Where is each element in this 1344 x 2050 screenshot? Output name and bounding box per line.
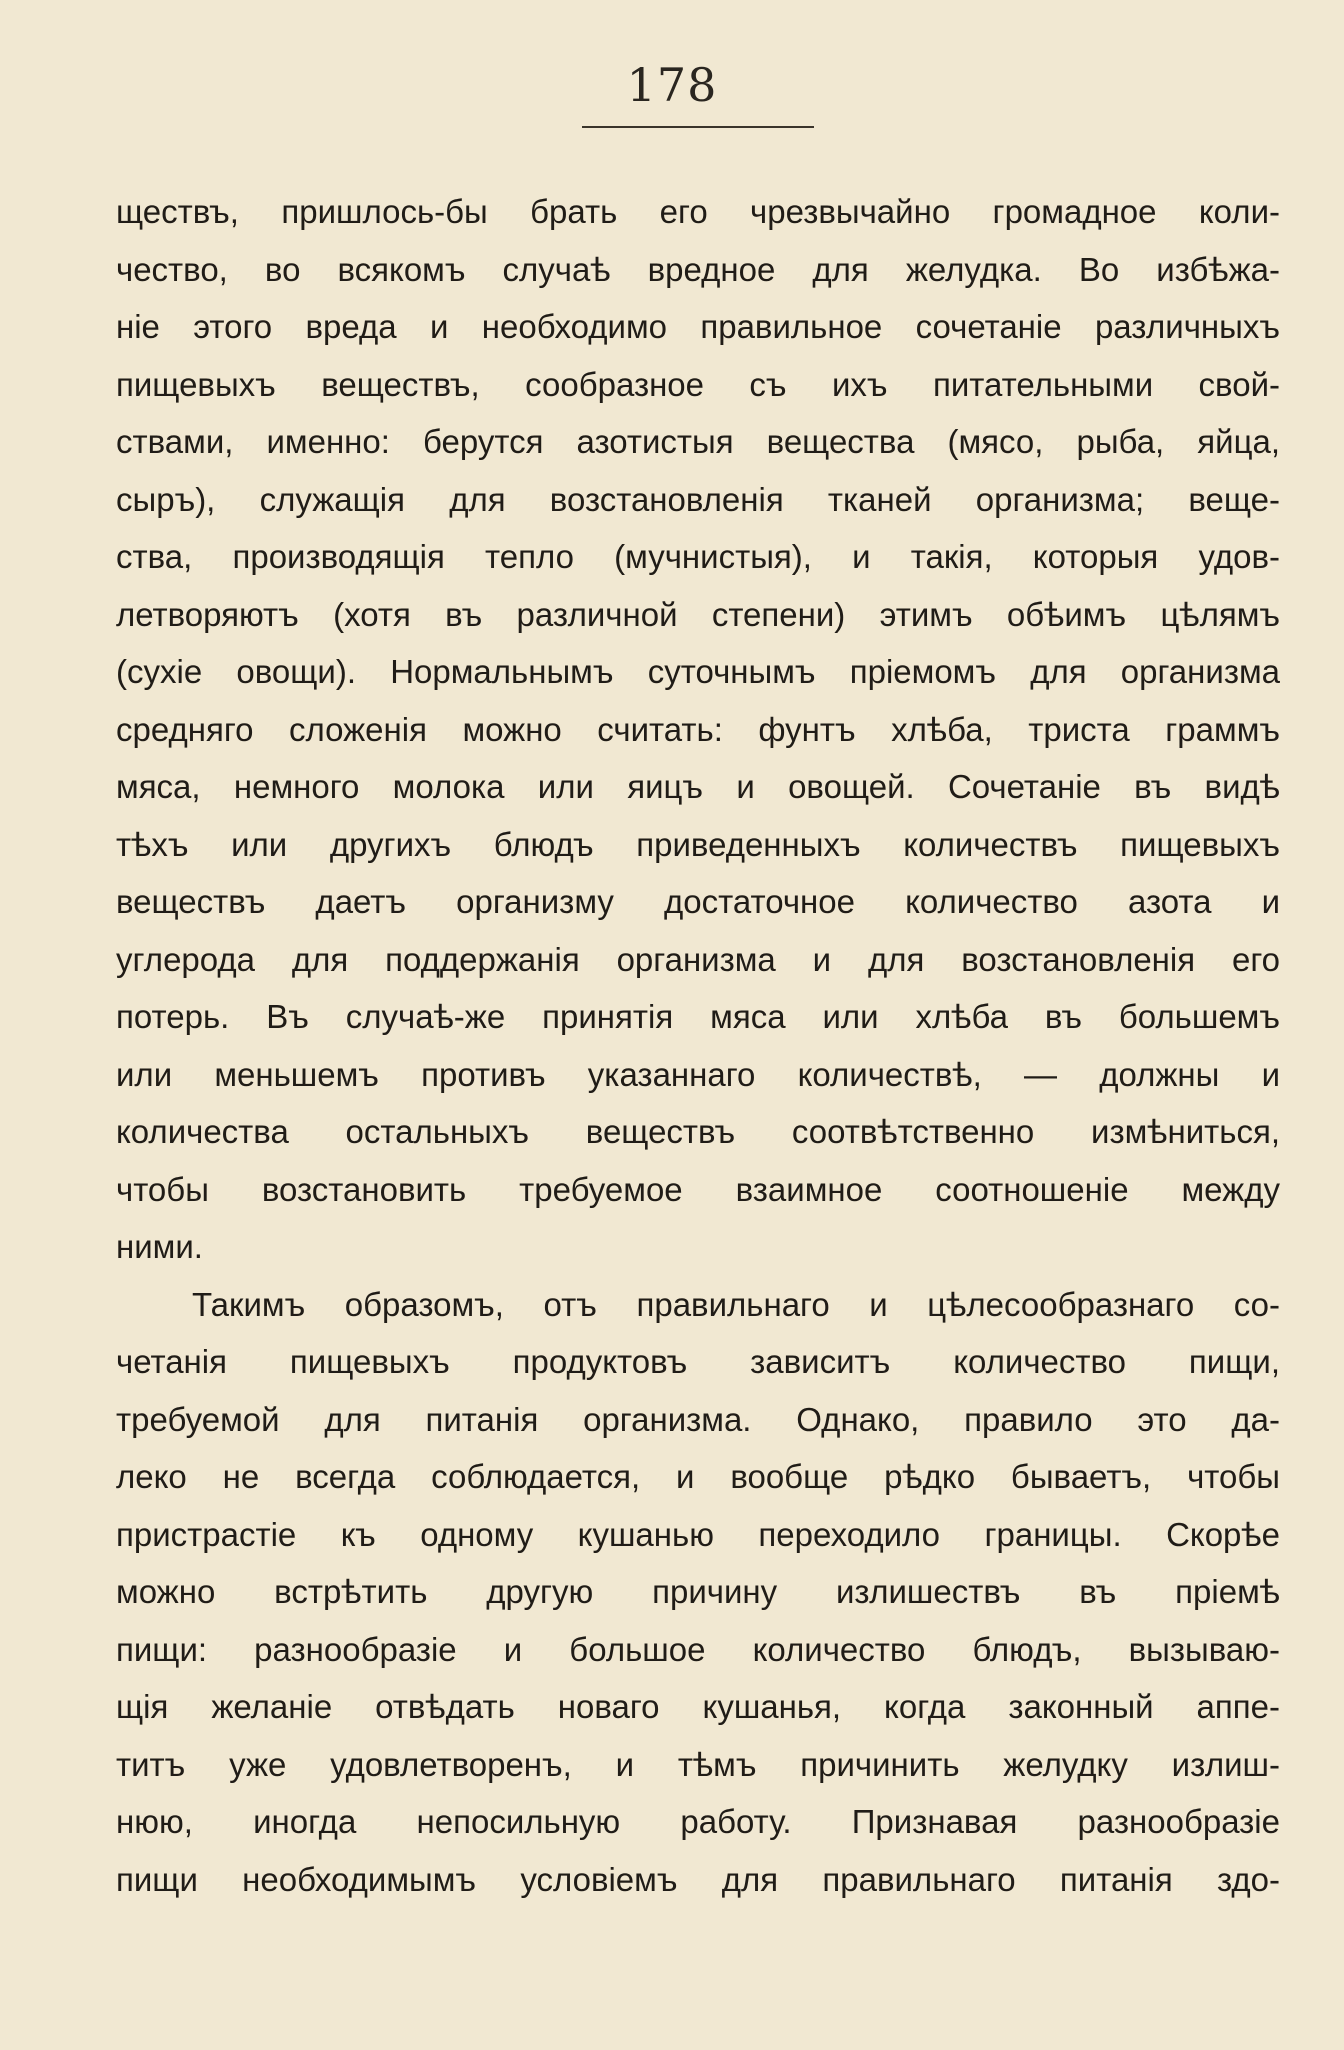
- text-line: Такимъ образомъ, отъ правильнаго и цѣлесообразнаго со-: [192, 1285, 1280, 1323]
- header-rule: [582, 126, 814, 128]
- text-line: нюю, иногда непосильную работу. Признавая разнообразiе: [116, 1803, 1280, 1840]
- text-line: пищи: разнообразiе и большое количество блюдъ, вызываю-: [116, 1630, 1280, 1668]
- text-line: можно встрѣтить другую причину излишествъ въ прiемѣ: [116, 1573, 1280, 1610]
- text-line: требуемой для питанiя организма. Однако, правило это да-: [116, 1400, 1280, 1438]
- text-line: летворяютъ (хотя въ различной степени) этимъ обѣимъ цѣлямъ: [116, 595, 1280, 633]
- text-line: мяса, немного молока или яицъ и овощей. Сочетанiе въ видѣ: [116, 768, 1280, 805]
- text-line: леко не всегда соблюдается, и вообще рѣдко бываетъ, чтобы: [116, 1458, 1280, 1495]
- text-line: количества остальныхъ веществъ соотвѣтственно измѣниться,: [116, 1113, 1280, 1150]
- text-line: чество, во всякомъ случаѣ вредное для желудка. Во избѣжа-: [116, 250, 1280, 288]
- text-line: (сухiе овощи). Нормальнымъ суточнымъ прiемомъ для организма: [116, 653, 1280, 690]
- text-line: тѣхъ или другихъ блюдъ приведенныхъ количествъ пищевыхъ: [116, 825, 1280, 863]
- page-number: 178: [626, 58, 718, 112]
- text-line: титъ уже удовлетворенъ, и тѣмъ причинить желудку излиш-: [116, 1745, 1280, 1783]
- text-line: ствами, именно: берутся азотистыя вещества (мясо, рыба, яйца,: [116, 423, 1280, 460]
- text-line: пищи необходимымъ условiемъ для правильнаго питанiя здо-: [116, 1860, 1280, 1898]
- text-line: щiя желанiе отвѣдать новаго кушанья, когда законный аппе-: [116, 1688, 1280, 1725]
- text-line: четанiя пищевыхъ продуктовъ зависитъ количество пищи,: [116, 1343, 1280, 1380]
- text-line: ними.: [116, 1228, 203, 1265]
- text-line: потерь. Въ случаѣ-же принятiя мяса или хлѣба въ большемъ: [116, 998, 1280, 1035]
- text-line: нiе этого вреда и необходимо правильное сочетанiе различныхъ: [116, 308, 1280, 345]
- text-line: ства, производящiя тепло (мучнистыя), и такiя, которыя удов-: [116, 538, 1280, 575]
- text-line: сыръ), служащiя для возстановленiя тканей организма; веще-: [116, 480, 1280, 518]
- text-line: пищевыхъ веществъ, сообразное съ ихъ питательными свой-: [116, 365, 1280, 403]
- text-line: чтобы возстановить требуемое взаимное соотношенiе между: [116, 1170, 1280, 1208]
- text-line: ществъ, пришлось-бы брать его чрезвычайно громадное коли-: [116, 193, 1280, 230]
- text-line: углерода для поддержанiя организма и для возстановленiя его: [116, 940, 1280, 978]
- text-line: средняго сложенiя можно считать: фунтъ хлѣба, триста граммъ: [116, 710, 1280, 748]
- text-line: веществъ даетъ организму достаточное количество азота и: [116, 883, 1280, 920]
- text-line: или меньшемъ противъ указаннаго количествѣ, — должны и: [116, 1055, 1280, 1093]
- text-line: пристрастiе къ одному кушанью переходило границы. Скорѣе: [116, 1515, 1280, 1553]
- body-text: [116, 183, 1280, 1908]
